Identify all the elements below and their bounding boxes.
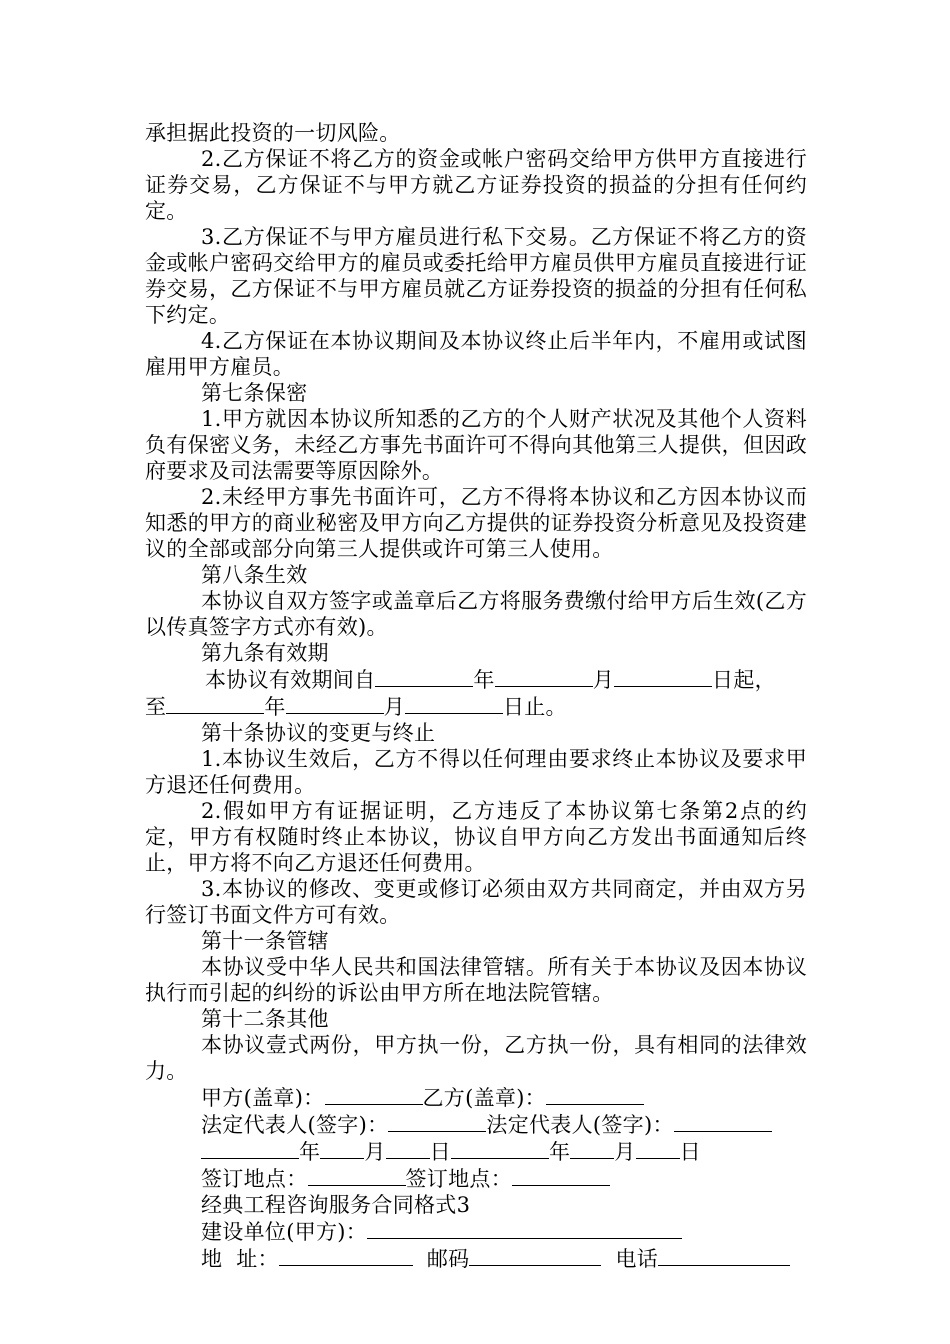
party-b-day-blank (636, 1138, 680, 1159)
year-label: 年 (264, 695, 286, 719)
seal-line (145, 1084, 807, 1111)
start-day-blank (614, 666, 712, 687)
day-label: 日 (429, 1140, 451, 1164)
paragraph: 3.本协议的修改、变更或修订必须由双方共同商定，并由双方另行签订书面文件方可有效。 (145, 877, 807, 927)
article-heading-7: 第七条保密 (201, 381, 308, 405)
party-a-legal-rep-blank (388, 1111, 486, 1132)
party-a-year-blank (201, 1138, 299, 1159)
party-b-place-blank (512, 1165, 610, 1186)
document-page (145, 120, 807, 1272)
party-a-place-label: 签订地点： (201, 1167, 308, 1191)
paragraph: 2.乙方保证不将乙方的资金或帐户密码交给甲方供甲方直接进行证券交易，乙方保证不与甲方就乙方证券投资的损益的分担有任何约定。 (145, 147, 807, 223)
month-label: 月 (614, 1140, 636, 1164)
party-b-legal-rep-blank (674, 1111, 772, 1132)
paragraph: 本协议受中华人民共和国法律管辖。所有关于本协议及因本协议执行而引起的纠纷的诉讼由甲方所在地法院管辖。 (145, 955, 807, 1005)
end-month-blank (286, 693, 384, 714)
postcode-blank (469, 1245, 601, 1266)
party-b-month-blank (570, 1138, 614, 1159)
start-year-blank (375, 666, 473, 687)
paragraph: 承担据此投资的一切风险。 (145, 121, 401, 145)
year-label: 年 (299, 1140, 321, 1164)
paragraph: 2.未经甲方事先书面许可，乙方不得将本协议和乙方因本协议而知悉的甲方的商业秘密及甲方向乙方提供的证券投资分析意见及投资建议的全部或部分向第三人提供或许可第三人使用。 (145, 485, 807, 561)
month-label: 月 (592, 668, 615, 692)
party-a-seal-blank (325, 1084, 423, 1105)
party-b-legal-rep-label: 法定代表人(签字)： (486, 1113, 674, 1137)
party-b-seal-blank (546, 1084, 644, 1105)
paragraph: 1.甲方就因本协议所知悉的乙方的个人财产状况及其他个人资料负有保密义务，未经乙方事先书面许可不得向其他第三人提供，但因政府要求及司法需要等原因除外。 (145, 407, 807, 483)
paragraph: 4.乙方保证在本协议期间及本协议终止后半年内，不雇用或试图雇用甲方雇员。 (145, 329, 807, 379)
validity-period-line (145, 666, 807, 693)
paragraph: 本协议壹式两份，甲方执一份，乙方执一份，具有相同的法律效力。 (145, 1033, 807, 1083)
party-b-year-blank (451, 1138, 549, 1159)
end-day-blank (405, 693, 503, 714)
next-contract-title: 经典工程咨询服务合同格式3 (201, 1193, 471, 1217)
paragraph: 3.乙方保证不与甲方雇员进行私下交易。乙方保证不将乙方的资金或帐户密码交给甲方的雇员或委托给甲方雇员供甲方雇员直接进行证券交易，乙方保证不与甲方雇员就乙方证券投资的损益的分担有任何私下约定。 (145, 225, 807, 327)
employer-label: 建设单位(甲方)： (201, 1220, 368, 1244)
article-heading-10: 第十条协议的变更与终止 (201, 721, 436, 745)
article-heading-8: 第八条生效 (201, 563, 308, 587)
date-line (145, 1138, 807, 1165)
party-a-legal-rep-label: 法定代表人(签字)： (201, 1113, 389, 1137)
month-label: 月 (383, 695, 405, 719)
article-heading-9: 第九条有效期 (201, 641, 329, 665)
article-heading-12: 第十二条其他 (201, 1007, 329, 1031)
signing-place-line (145, 1165, 807, 1192)
validity-end-line (145, 693, 807, 720)
day-start-label: 日起， (712, 668, 776, 692)
phone-blank (658, 1245, 790, 1266)
day-end-label: 日止。 (502, 695, 567, 719)
employer-blank (367, 1218, 682, 1239)
paragraph: 2.假如甲方有证据证明，乙方违反了本协议第七条第2点的约定，甲方有权随时终止本协议，协议自甲方向乙方发出书面通知后终止，甲方将不向乙方退还任何费用。 (145, 799, 807, 875)
end-year-blank (166, 693, 264, 714)
employer-line (145, 1218, 807, 1245)
address-line (145, 1245, 807, 1272)
validity-label: 本协议有效期间自 (205, 668, 376, 692)
year-label: 年 (548, 1140, 571, 1164)
party-a-day-blank (386, 1138, 430, 1159)
to-label: 至 (145, 695, 167, 719)
address-label: 地 址： (201, 1247, 279, 1271)
start-month-blank (495, 666, 593, 687)
paragraph: 本协议自双方签字或盖章后乙方将服务费缴付给甲方后生效(乙方以传真签字方式亦有效)。 (145, 589, 807, 639)
phone-label: 电话 (615, 1247, 659, 1271)
party-b-seal-label: 乙方(盖章)： (422, 1086, 546, 1110)
month-label: 月 (364, 1140, 386, 1164)
article-heading-11: 第十一条管辖 (201, 929, 329, 953)
paragraph: 1.本协议生效后，乙方不得以任何理由要求终止本协议及要求甲方退还任何费用。 (145, 747, 807, 797)
postcode-label: 邮码 (426, 1247, 470, 1271)
legal-rep-line (145, 1111, 807, 1138)
party-b-place-label: 签订地点： (405, 1167, 512, 1191)
party-a-place-blank (308, 1165, 406, 1186)
party-a-seal-label: 甲方(盖章)： (201, 1086, 325, 1110)
party-a-month-blank (320, 1138, 364, 1159)
day-label: 日 (679, 1140, 701, 1164)
address-blank (279, 1245, 413, 1266)
year-label: 年 (473, 668, 495, 692)
